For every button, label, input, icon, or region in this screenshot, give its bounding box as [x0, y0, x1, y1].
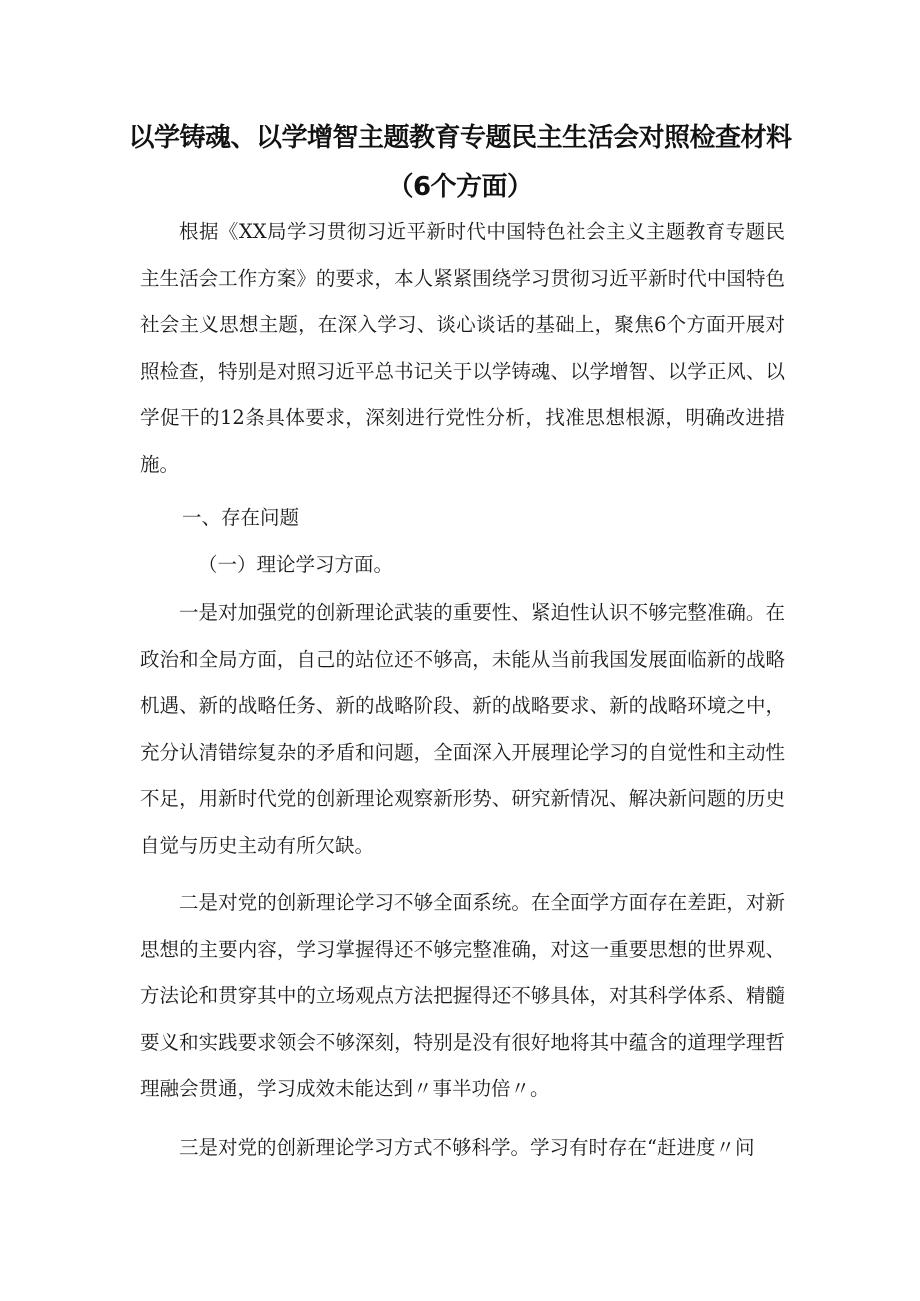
- intro-paragraph: 根据《XX局学习贯彻习近平新时代中国特色社会主义主题教育专题民主生活会工作方案》的要求，本人紧紧围绕学习贯彻习近平新时代中国特色社会主义思想主题，在深入学习、谈心谈话的基础上，聚焦6个方面开展对照检查，特别是对照习近平总书记关于以学铸魂、以学增智、以学正风、以学促干的12条具体要求，深刻进行党性分析，找准思想根源，明确改进措施。: [140, 220, 785, 476]
- paragraph-3: 三是对党的创新理论学习方式不够科学。学习有时存在“赶进度〃问: [179, 1136, 755, 1159]
- document-subtitle: （6个方面）: [387, 172, 533, 202]
- paragraph-2: 二是对党的创新理论学习不够全面系统。在全面学方面存在差距，对新思想的主要内容，学习掌握得还不够完整准确，对这一重要思想的世界观、方法论和贯穿其中的立场观点方法把握得还不够具体，对其科学体系、精髓要义和实践要求领会不够深刻，特别是没有很好地将其中蕴含的道理学理哲理融会贯通，学习成效未能达到〃事半功倍〃。: [140, 891, 785, 1100]
- document-title: 以学铸魂、以学增智主题教育专题民主生活会对照检查材料: [128, 123, 792, 153]
- section-heading: 一、存在问题: [182, 506, 300, 529]
- subsection-heading: （一）理论学习方面。: [198, 553, 394, 576]
- paragraph-1: 一是对加强党的创新理论武装的重要性、紧迫性认识不够完整准确。在政治和全局方面，自己的站位还不够高，未能从当前我国发展面临新的战略机遇、新的战略任务、新的战略阶段、新的战略要求、新的战略环境之中，充分认清错综复杂的矛盾和问题，全面深入开展理论学习的自觉性和主动性不足，用新时代党的创新理论观察新形势、研究新情况、解决新问题的历史自觉与历史主动有所欠缺。: [140, 601, 785, 857]
